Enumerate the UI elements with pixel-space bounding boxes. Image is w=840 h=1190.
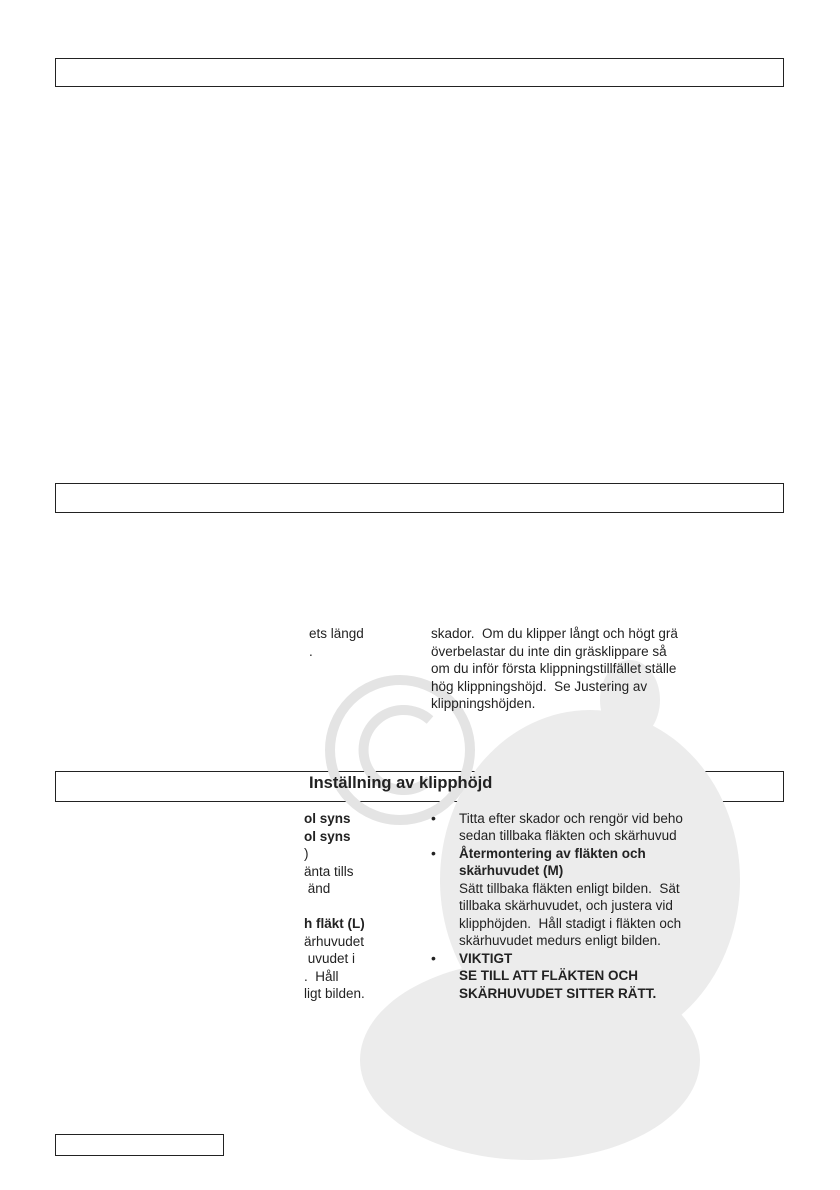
paragraph-line-5: klippningshöjden. xyxy=(431,696,536,711)
bullet-2-title-2: skärhuvudet (M) xyxy=(459,863,564,878)
bullet-3-symbol: • xyxy=(431,950,436,966)
left-fragment-line: . Håll xyxy=(304,968,339,984)
left-fragment-line: ol syns xyxy=(304,828,351,844)
bullet-3-title: VIKTIGT xyxy=(459,951,513,966)
left-fragment-line: ärhuvudet xyxy=(304,933,365,949)
bullet-2-body-3: klipphöjden. Håll stadigt i fläkten och xyxy=(459,916,682,931)
fragment-line-1: ets längd xyxy=(309,626,364,641)
paragraph-line-2: överbelastar du inte din gräsklippare så xyxy=(431,644,667,659)
bullet-2-body-2: tillbaka skärhuvudet, och justera vid xyxy=(459,898,673,913)
top-header-box xyxy=(55,58,784,87)
bullet-3-body-2: SKÄRHUVUDET SITTER RÄTT. xyxy=(459,986,657,1001)
bullet-2-symbol: • xyxy=(431,845,436,861)
bullet-2-body-4: skärhuvudet medurs enligt bilden. xyxy=(459,933,661,948)
fragment-line-2: . xyxy=(309,644,313,659)
bullet-1-line-2: sedan tillbaka fläkten och skärhuvud xyxy=(459,828,677,843)
bullet-1-line-1: Titta efter skador och rengör vid beho xyxy=(459,811,683,826)
bullet-3-body-1: SE TILL ATT FLÄKTEN OCH xyxy=(459,968,638,983)
left-fragment-line: h fläkt (L) xyxy=(304,916,365,931)
bullet-2-title-1: Återmontering av fläkten och xyxy=(459,846,646,861)
left-fragment-line: änta tills xyxy=(304,863,354,879)
middle-header-box xyxy=(55,483,784,513)
left-fragment-line: ) xyxy=(304,846,309,861)
footer-box xyxy=(55,1134,224,1156)
bullet-1-symbol: • xyxy=(431,810,436,826)
left-fragment-line: ligt bilden. xyxy=(304,986,365,1001)
section-heading: Inställning av klipphöjd xyxy=(309,774,493,792)
bullet-2-body-1: Sätt tillbaka fläkten enligt bilden. Sät xyxy=(459,881,680,896)
paragraph-line-4: hög klippningshöjd. Se Justering av xyxy=(431,679,648,694)
left-fragment-line: uvudet i xyxy=(304,951,356,966)
left-fragment-line: ol syns xyxy=(304,811,351,826)
paragraph-line-3: om du inför första klippningstillfället ställe xyxy=(431,661,677,676)
left-fragment-line: änd xyxy=(304,881,331,896)
paragraph-line-1: skador. Om du klipper långt och högt grä xyxy=(431,626,678,641)
